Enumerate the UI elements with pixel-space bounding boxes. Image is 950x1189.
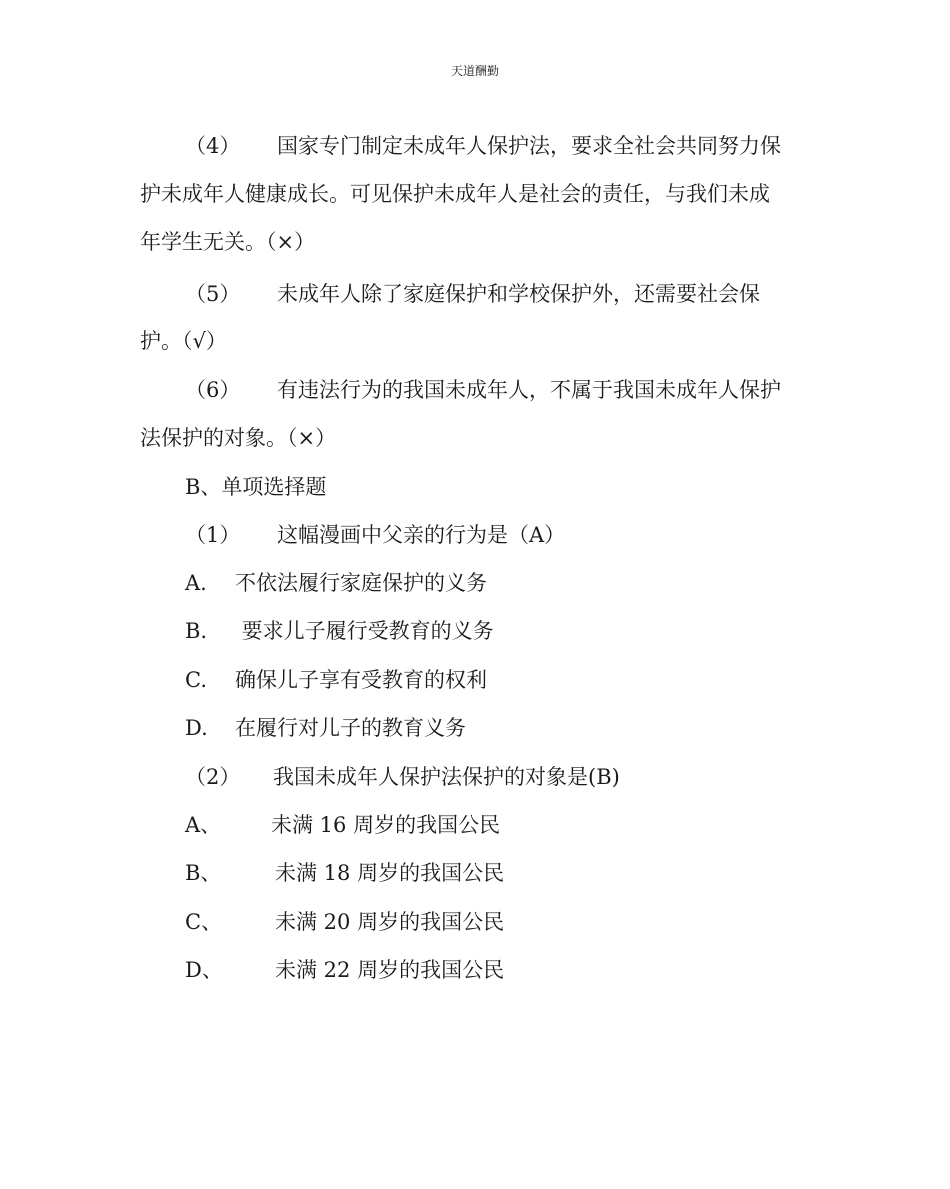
choice-1-option-a <box>185 569 487 597</box>
section-b-title: B、单项选择题 <box>185 475 327 499</box>
option-text: 未满 22 周岁的我国公民 <box>275 958 505 982</box>
choice-1-option-d <box>185 714 466 742</box>
choice-2-option-c <box>185 908 504 936</box>
option-label: C、 <box>185 910 223 934</box>
question-4-line-1 <box>185 132 781 160</box>
option-text: 要求儿子履行受教育的义务 <box>235 619 494 643</box>
question-5-line-1 <box>185 280 760 308</box>
option-label: B、 <box>185 861 222 885</box>
option-label: A、 <box>185 813 222 837</box>
question-4-line-2: 护未成年人健康成长。可见保护未成年人是社会的责任，与我们未成 <box>140 182 770 206</box>
question-6-number: （6） <box>185 378 241 402</box>
question-5-text-1: 未成年人除了家庭保护和学校保护外，还需要社会保 <box>277 282 760 306</box>
question-4-line-3: 年学生无关。（×） <box>140 230 316 254</box>
option-label: A. <box>185 571 207 595</box>
choice-2-option-d <box>185 956 504 984</box>
choice-1-option-b <box>185 617 494 645</box>
question-4-text-1: 国家专门制定未成年人保护法，要求全社会共同努力保 <box>277 134 781 158</box>
option-label: C. <box>185 668 207 692</box>
choice-1-option-c <box>185 666 487 694</box>
choice-question-1 <box>185 521 565 549</box>
choice-question-1-number: （1） <box>185 523 241 547</box>
choice-question-2-stem: 我国未成年人保护法保护的对象是(B) <box>273 765 620 789</box>
option-label: D. <box>185 716 208 740</box>
page-header: 天道酬勤 <box>450 64 499 78</box>
question-5-number: （5） <box>185 282 241 306</box>
question-4-number: （4） <box>185 134 241 158</box>
question-6-line-1 <box>185 376 781 404</box>
option-text: 在履行对儿子的教育义务 <box>235 716 466 740</box>
choice-2-option-b <box>185 859 504 887</box>
choice-question-1-stem: 这幅漫画中父亲的行为是（A） <box>277 523 566 547</box>
choice-2-option-a <box>185 811 500 839</box>
choice-question-2-number: （2） <box>185 765 241 789</box>
option-text: 确保儿子享有受教育的权利 <box>235 668 487 692</box>
option-text: 未满 18 周岁的我国公民 <box>275 861 505 885</box>
option-text: 未满 16 周岁的我国公民 <box>271 813 501 837</box>
question-5-line-2: 护。（√） <box>140 329 227 353</box>
option-label: B. <box>185 619 208 643</box>
question-6-line-2: 法保护的对象。（×） <box>140 426 337 450</box>
question-6-text-1: 有违法行为的我国未成年人，不属于我国未成年人保护 <box>277 378 781 402</box>
option-text: 不依法履行家庭保护的义务 <box>235 571 487 595</box>
option-text: 未满 20 周岁的我国公民 <box>275 910 505 934</box>
choice-question-2 <box>185 763 620 791</box>
option-label: D、 <box>185 958 223 982</box>
